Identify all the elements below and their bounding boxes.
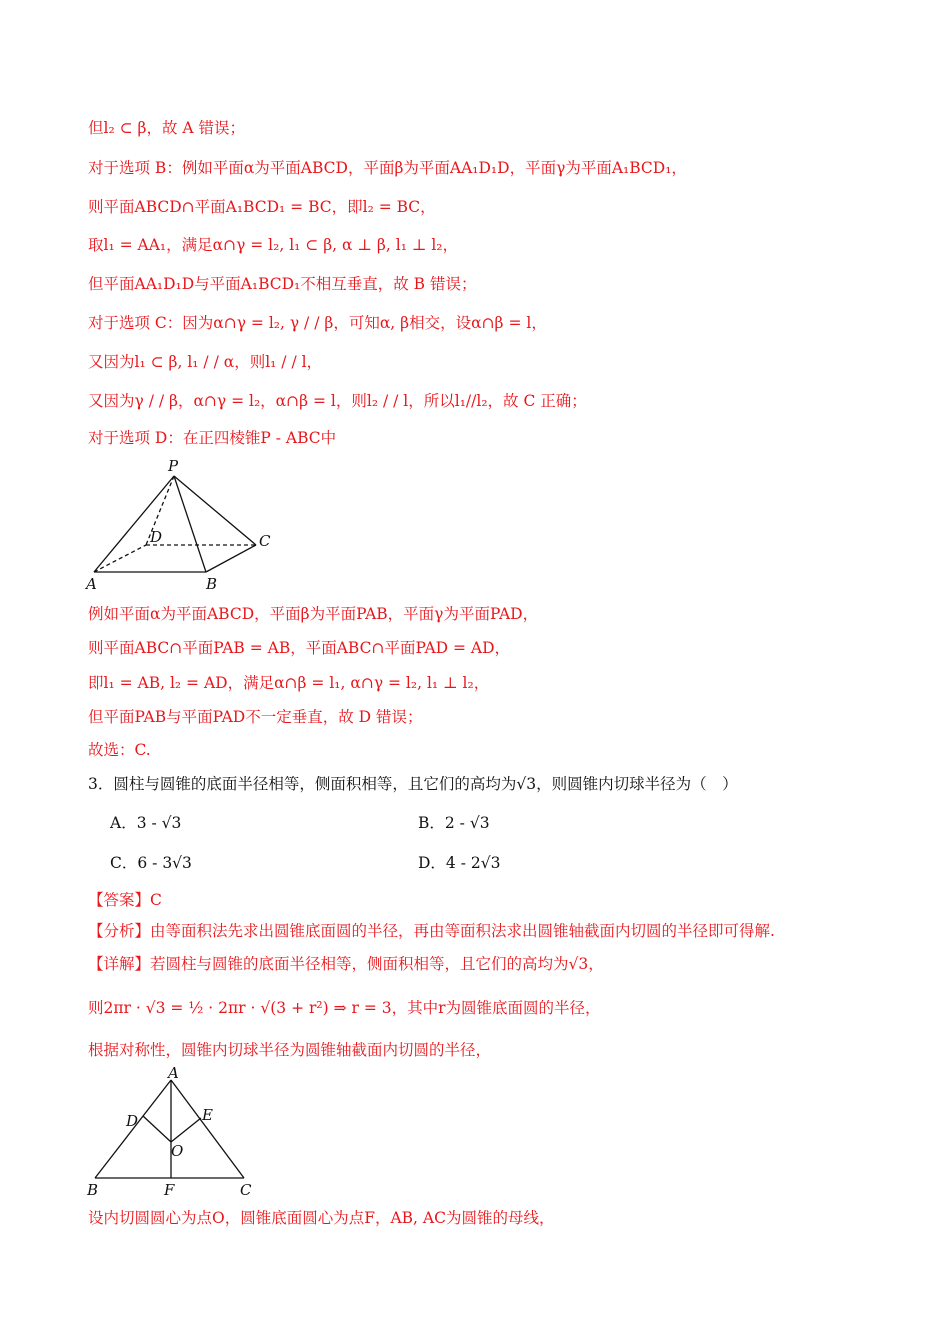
triangle-label-b: B (87, 1181, 99, 1199)
triangle-label-o: O (171, 1142, 184, 1160)
pyramid-figure (84, 455, 284, 595)
option-c: C．6 - 3√3 (110, 854, 192, 872)
edge-pa (94, 476, 174, 572)
line-l02: 对于选项 B：例如平面α为平面ABCD，平面β为平面AA₁D₁D，平面γ为平面A₁BCD₁， (88, 159, 687, 177)
pyramid-label-c: C (259, 532, 271, 550)
pyramid-label-b: B (206, 575, 218, 593)
answer-line: 【答案】C (88, 891, 162, 909)
line-l01: 但l₂ ⊂ β，故 A 错误； (88, 119, 246, 137)
triangle-label-a: A (168, 1066, 179, 1082)
formula-line: 则2πr · √3 = ½ · 2πr · √(3 + r²) ⇒ r = 3，其中r为圆锥底面圆的半径， (88, 999, 601, 1017)
symmetry-line: 根据对称性，圆锥内切球半径为圆锥轴截面内切圆的半径， (88, 1041, 492, 1059)
line-l06: 对于选项 C：因为α∩γ = l₂, γ / / β，可知α, β相交，设α∩β = l， (88, 314, 547, 332)
edge-bc (206, 545, 256, 572)
line-l07: 又因为l₁ ⊂ β, l₁ / / α，则l₁ / / l， (88, 353, 323, 371)
option-b: B．2 - √3 (418, 814, 490, 832)
line-l08: 又因为γ / / β，α∩γ = l₂，α∩β = l，则l₂ / / l，所以l₁//l₂，故 C 正确； (88, 392, 587, 410)
question-3: 3．圆柱与圆锥的底面半径相等，侧面积相等，且它们的高均为√3，则圆锥内切球半径为（ ） (88, 775, 738, 793)
edge-pc (174, 476, 256, 545)
option-d: D．4 - 2√3 (418, 854, 501, 872)
triangle-label-f: F (164, 1181, 175, 1199)
line-l14: 故选：C. (88, 741, 151, 759)
analysis-line: 【分析】由等面积法先求出圆锥底面圆的半径，再由等面积法求出圆锥轴截面内切圆的半径即可得解. (88, 922, 775, 940)
segment-eo (171, 1118, 201, 1142)
line-l10: 例如平面α为平面ABCD，平面β为平面PAB，平面γ为平面PAD， (88, 605, 539, 623)
edge-ac-tri (171, 1080, 244, 1178)
line-l09: 对于选项 D：在正四棱锥P - ABC中 (88, 429, 337, 447)
pyramid-label-a: A (86, 575, 97, 593)
option-a: A．3 - √3 (110, 814, 182, 832)
triangle-label-c: C (240, 1181, 252, 1199)
detail-line: 【详解】若圆柱与圆锥的底面半径相等，侧面积相等，且它们的高均为√3， (88, 955, 604, 973)
triangle-figure (84, 1066, 264, 1201)
edge-ad (94, 545, 146, 572)
pyramid-label-p: P (168, 457, 179, 475)
edge-pb (174, 476, 206, 572)
line-l04: 取l₁ = AA₁，满足α∩γ = l₂, l₁ ⊂ β, α ⊥ β, l₁ ⊥ l₂， (88, 236, 459, 254)
line-l13: 但平面PAB与平面PAD不一定垂直，故 D 错误； (88, 708, 423, 726)
line-l03: 则平面ABCD∩平面A₁BCD₁ = BC，即l₂ = BC， (88, 198, 436, 216)
incircle-line: 设内切圆圆心为点O，圆锥底面圆心为点F，AB, AC为圆锥的母线， (88, 1209, 555, 1227)
triangle-label-d: D (126, 1112, 139, 1130)
line-l05: 但平面AA₁D₁D与平面A₁BCD₁不相互垂直，故 B 错误； (88, 275, 477, 293)
line-l11: 则平面ABC∩平面PAB = AB，平面ABC∩平面PAD = AD， (88, 639, 511, 657)
triangle-label-e: E (202, 1106, 213, 1124)
line-l12: 即l₁ = AB, l₂ = AD，满足α∩β = l₁, α∩γ = l₂, l₁ ⊥ l₂， (88, 674, 490, 692)
segment-do (143, 1116, 171, 1142)
pyramid-label-d: D (150, 528, 163, 546)
